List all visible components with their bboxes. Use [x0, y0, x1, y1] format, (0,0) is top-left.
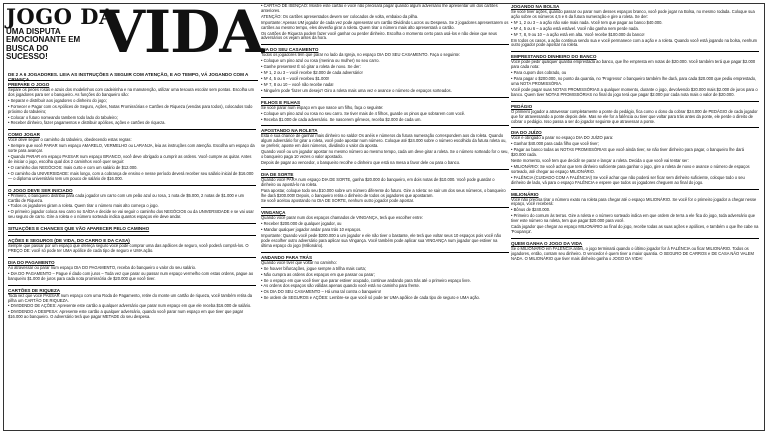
rule-paragraph: Separe os peões rosas e azuis dos modelinhos com cadeirinha e na manutenção, utilizar uma tesoura escolar sem pontas. Escolha um dos jogadores para ser o banqueiro. As funções do banqueiro são:	[8, 87, 254, 97]
rule-paragraph: • Pagar ao banco todas as NOTAS PROMISSÓRIAS que você ainda tiver, se não tiver dinheiro para pagar, o banqueiro lhe dará $20.000 cada.	[511, 147, 745, 158]
section-divider	[8, 235, 256, 236]
rule-paragraph: Quando você tiver que voltar no caminho:	[261, 259, 337, 265]
rule-paragraph: Quando você PARA num espaço DIA DE SORTE, ganha $20.000 do banqueiro, em dois notas de $10.000. Você pode guardar o dinheiro ou apostá-lo na roleta.	[261, 176, 495, 187]
rule-paragraph: • MILIONÁRIO: Se você achar que tem dinheiro suficiente para ganhar o jogo, gire a roleta de novo e avance o número de espaços sorteado, até chegar ao espaço MILIONÁRIO.	[511, 163, 750, 174]
rule-paragraph: • Para pagar o $200.000, no ponto da quantia, no 'Progresso' o banqueiro também lhe dará, para cada $20.000 que pediu emprestado, uma NOTA PROMISSÓRIA.	[511, 76, 757, 86]
rule-paragraph: • CARTÃO DE ISENÇÃO: Mostre este cartão e você não precisará pagar quando algum adversário lhe apresentar um dos cartões anteriores.	[261, 4, 498, 13]
game-header	[4, 0, 264, 66]
rule-paragraph: • Ganhar $40.000 para cada filho que você tiver;	[511, 141, 599, 147]
rule-paragraph: • Sempre que você PARAR num espaço AMARELO, VERMELHO ou LARANJA, leia as instruções com atenção. Escolha um espaço da sorte para avançar.	[8, 143, 255, 154]
section-heading: PREPARE O JOGO	[8, 82, 50, 87]
section-divider	[511, 238, 759, 239]
section-divider	[261, 125, 509, 126]
rule-paragraph: Se você tiver ações, quando passar ou parar num desses espaços branco, você pode jogar na Bolsa, no mesmo rodada. Coloque sua ação sobre os números 4,5 e 6 da futura numeração e gire a roleta. Se der:	[511, 9, 755, 19]
rule-paragraph: • Fornecer e Pagar com os Apólices de Seguro, Ações, Notas Promissórias e Cartões de Riqueza (vendas para todos), colocados todo próximo do tabuleiro;	[8, 103, 253, 114]
column-1	[8, 82, 256, 422]
section-divider	[511, 189, 759, 190]
rule-paragraph: Para apostar, coloque todo seu $10.000 sobre um número diferente do futuro. Gire a roleta: se sair um dos seus números, o banqueiro lhe dará $200.000! Depois, o banqueiro retira o dinheiro de todos os jogadores que apostaram.	[261, 187, 506, 198]
section-divider	[261, 97, 509, 98]
rule-section	[8, 223, 256, 232]
rule-paragraph: • Ganhe presentes! É só girar a roleta de novo. Se der:	[261, 64, 361, 70]
rule-paragraph: • Mandar qualquer jogador andar para trás 10 espaços.	[261, 227, 362, 233]
rule-section	[511, 238, 759, 262]
rule-section	[8, 285, 256, 321]
rule-paragraph: • Para cupom dos cobrado, ou	[511, 70, 567, 76]
rule-paragraph: • Primeiro, o banqueiro distribui para cada jogador um carro com um peão azul ou rosa, 1 nota de $5.000, 2 notas de $1.000 e um Cartão de Riqueza.	[8, 192, 245, 203]
rule-paragraph: Quando você parar num dos espaços chamados de VINGANÇA, terá que escolher entre:	[261, 215, 424, 221]
rule-section	[261, 97, 509, 123]
rule-section	[511, 101, 759, 125]
rule-paragraph: Você não precisa tirar o número exato na roleta para chegar até o espaço MILIONÁRIO. Se você for o primeiro jogador a chegar nesse espaço, você receberá:	[511, 196, 757, 207]
section-divider	[8, 129, 256, 130]
rule-paragraph: ATENÇÃO: Os cartões apresentados devem ser colocados de volta, embaixo da pilha.	[261, 13, 419, 19]
section-heading: MILIONÁRIO	[511, 191, 539, 197]
section-divider	[8, 223, 256, 224]
section-heading: VINGANÇA	[261, 210, 286, 216]
rule-paragraph: • FALÊNCIA (CUIDADO COM A FALÊNCIA!) Se você achar que não poderá ser ficar sem dinheiro suficiente, coloque todo o seu dinheiro de lado, vá para o espaço FALÊNCIA e espere que todos os jogadores cheguem ao final do jogo.	[511, 174, 745, 185]
section-divider	[8, 285, 256, 286]
section-heading: CARTÕES DE RIQUEZA	[8, 287, 61, 293]
rule-section	[8, 82, 256, 126]
rule-paragraph: Toda vez que você PASSAR num espaço com uma Roda de Pagamento, retire do monte um cartão de riqueza, você também retira da pilha um CARTÃO DE RIQUEZA.	[8, 292, 253, 303]
section-divider	[261, 252, 509, 253]
rule-section	[261, 44, 509, 93]
section-heading: DIA DE SORTE	[261, 171, 294, 177]
section-heading: EMPRESTANDO DINHEIRO DO BANCO	[511, 54, 597, 60]
rule-section	[261, 252, 509, 301]
section-heading: FILHOS E FILHAS	[261, 99, 301, 105]
rule-paragraph: Se o MILIONÁRIO em FALÊNCIA antes, o jogo terminará quando o último jogador for à FALÊNCIA ou ficar MILIONÁRIO. Todos os jogadores, então, contam seu dinheiro. O vencedor é quem tiver a maior quantia. O SEGURO DE CARROS e DE CASA NÃO VALEM NADA. O MILIONÁRIO que tiver mais dinheiro ganha o JOGO DA VIDA!	[511, 245, 754, 261]
rule-section	[511, 4, 759, 48]
rule-paragraph: • DIVIDENDO A DESPESA: Apresente este cartão a qualquer adversário, quando você parar num espaço em que tiver que pagar $16.000 ao banqueiro. O adversário terá que pagar METADE do seu despesa.	[8, 309, 244, 320]
column-2	[261, 4, 509, 428]
section-heading: O JOGO DEVE SER INICIADO	[8, 187, 73, 193]
rule-paragraph: • Receber dinheiro, fazer pagamentos e distribuir apólices, ações e cartões de riqueza.	[8, 120, 166, 126]
rule-paragraph: • Coloque um pino azul ou rosa no seu carro. Se tiver mais de 4 filhos, guarde os pinos que sobrarem com você.	[261, 110, 466, 116]
section-heading: SITUAÇÕES E CHANCES QUE VÃO APARECER PELO CAMINHO	[8, 226, 150, 232]
rule-paragraph: • Quando PARAR em espaço PASSAR num espaço BRANCO, você deve obrigado a cumprir as ordens. Você cumpre as quitar. Antes de iniciar o jogo, escolha qual dos 2 caminhos você quer seguir:	[8, 154, 252, 164]
rule-paragraph: Esta é sua chance de ganhar mais dinheiro no saldo! Os anéis e números da futura numeração correspondem aos da roleta. Quando algum adversário for girar a roleta, você pode apostar num número. Coloque até $24.000 sobre o número escolhido da futura roleta ou, se preferir, aposte em dois números, dividindo o valor da aposta.	[261, 133, 507, 149]
rule-paragraph: • Os DIA DO SEU CASAMENTO – Há uma tal contra o banqueiro!	[261, 289, 382, 295]
rule-section	[511, 51, 759, 97]
rule-paragraph: • Se ordem de SEGUROS e AÇÕES: Lembre-se que você só pode ter UMA apólice de cada tipo de seguro e UMA ação.	[261, 295, 480, 301]
rule-paragraph: • Todos os jogadores giram a roleta. Quem tirar o número mais alto começa o jogo.	[8, 203, 159, 209]
section-heading: APOSTANDO NA ROLETA	[261, 128, 318, 134]
rule-paragraph: Você pode pagar suas NOTAS PROMISSÓRIAS a qualquer momento, durante o jogo, devolvendo $20.000 mais $2.000 de juros para o banco. Quem tiver NOTAS PROMISSÓRIAS no final do jogo terá que pagar $2.000 por cada nota mais o valor de $20.000.	[511, 86, 758, 97]
rule-section	[261, 125, 509, 165]
rule-paragraph: Você é obrigado a parar no espaço DIA DO JUÍZO para:	[511, 135, 614, 141]
rule-paragraph: • Bônus de $240.000.	[511, 207, 551, 213]
section-heading: PEDÁGIO	[511, 103, 533, 109]
rule-paragraph: • Nº 7, 8, 9 ou 10 – a ação está em alta. Você recebe $100.000 do banco!	[511, 31, 645, 37]
intro-text: DE 2 A 6 JOGADORES. LEIA AS INSTRUÇÕES A SEGUIR COM ATENÇÃO, E AO TEMPO, VÁ JOGANDO COM A	[8, 72, 249, 77]
section-heading: AÇÕES E SEGUROS (DE VIDA, DO CARRO E DA CASA)	[8, 238, 130, 244]
rule-paragraph: • DIVIDENDO DE AÇÕES: Apresente este cartão a qualquer adversário que parar num espaço em que ele receba $16.000 de salário.	[8, 303, 252, 309]
rule-section	[8, 185, 256, 221]
subtitle: UMA DISPUTA EMOCIONANTE EM BUSCA DO SUCESSO!	[6, 27, 81, 62]
rule-paragraph: Quando você ou um jogador apostar no mesmo número ao mesmo tempo, cada um deve girar a roleta. Se o número sorteado for o seu, o banqueiro paga 10 vezes o valor apostado.	[261, 149, 509, 160]
section-divider	[261, 169, 509, 170]
rule-paragraph: Todos os jogadores têm que parar no lado da Igreja, no espaço DIA DO SEU CASAMENTO. Faça o seguinte:	[261, 52, 461, 58]
rule-paragraph: Você pode pedir qualquer quantia emprestada ao banco, que lhe empresta em notas de $20.000. Você também terá que pagar $2.000 para cada nota:	[511, 59, 756, 70]
rule-paragraph: • DIA DO PAGAMENTO – Pague é dado com juros – Toda vez que parar ou passar num espaço vermelho com estas ordens, pague ao banqueiro $1.000 de juros para cada nota promissória de $20.000 que você tiver.	[8, 270, 254, 281]
rule-section	[8, 129, 256, 181]
section-divider	[261, 207, 509, 208]
rule-paragraph: • O caminho da UNIVERSIDADE: mais longo, com a cobrança de ensino e nesse período deverá receber seu salário inicial de $16.000 — o diploma universitário tem um pouco de salário de $16.000.	[8, 170, 254, 181]
section-divider	[511, 127, 759, 128]
rule-paragraph: Importante: Quando você pede $200.000 a um jogador e ele não tiver o bastante, ele terá que voltar seus 10 espaços pois você não pode escolher outro adversário para aplicar sua Vingança. Você também pode aplicar sua VINGANÇA num jogador que estiver na última espaço do jogo (Milionário).	[261, 233, 502, 248]
rule-paragraph: • O primeiro jogador coloca seu carro no SAÍDA e decide se vai seguir o caminho dos NEGÓCIOS ou da UNIVERSIDADE e se vai usar seu seguro de carro. Gire a roleta e o número sorteado indica quantos espaços ele deve andar.	[8, 209, 254, 220]
rule-paragraph: • Coloque um pino azul ou rosa (menina ou mulher) no seu carro.	[261, 58, 380, 64]
rule-paragraph: • Nº 4, 5 ou 6 – você recebeu $1.000!	[261, 75, 330, 81]
section-divider	[511, 51, 759, 52]
rule-section	[511, 189, 759, 235]
rule-paragraph: • Ninguém pode 'fazer um desejo'! Giro a roleta mais uma vez e avance o número de espaços sorteados.	[261, 87, 452, 93]
rule-section	[261, 169, 509, 205]
rule-paragraph: • Primeiro do comum às terras. Gire a roleta e o número sorteado indica em que ordem de terra a ele fica do jogo, toda adversário que tiver este número na roleta, tem que pagar $20.000 para você.	[511, 213, 755, 224]
section-divider	[8, 185, 256, 186]
rule-paragraph: • Receba $1.000 de cada adversário. Se nascerem gêmeos, receba $2.000 de cada um.	[261, 116, 422, 122]
section-divider	[8, 257, 256, 258]
section-heading: DIA DO SEU CASAMENTO	[261, 47, 319, 53]
rule-paragraph: Se você parar num espaço em que nasce um filho, faça o seguinte:	[261, 104, 384, 110]
rule-paragraph: • Separar e distribuir aos jogadores o dinheiro do jogo;	[8, 97, 107, 103]
rule-paragraph: O primeiro jogador a atravessar completamente a ponte do pedágio, fica como o dono da cobrar $24.000 de PEDÁGIO de cada jogador que for atravessando a ponte depois dele. Mas se ele for a falência ou tiver que voltar para trás antes da ponte, ele perde o direito de cobrar o pedágio. Isso passa a ser do jogador seguinte que atravessar a ponte.	[511, 108, 758, 124]
rule-paragraph: Neste momento, você tem que decidir se parar e lançar a roleta. Decida o que você vai tentar ser:	[511, 158, 689, 164]
rule-paragraph: Você deve seguir o caminho do tabuleiro, obedecendo estas regras:	[8, 137, 132, 143]
rule-paragraph: • Receber $200.000 de qualquer jogador, ou	[261, 221, 342, 227]
rule-paragraph: Depois de pagar ao vencedor, o banqueiro recolhe o dinheiro que está na mesa a favor dele ou para o banco.	[261, 159, 461, 165]
rule-paragraph: • Nº 1, 2 ou 3 – a ação não vale mais nada. Você tem que pagar ao banco $40.000.	[511, 19, 663, 25]
section-divider	[511, 101, 759, 102]
rule-paragraph: • Nº 7, 8 ou 10 – você não recebe nada!	[261, 81, 334, 87]
rule-paragraph: • Nº 4, 5 ou 6 – a ação está estável. Você não ganha nem perde nada.	[511, 25, 639, 31]
section-heading: DIA DO JUÍZO	[511, 130, 542, 136]
rule-paragraph: Ao atravessar ou parar num espaço DIA DO PAGAMENTO, receba do banqueiro o valor do seu salário.	[8, 264, 197, 270]
section-heading: JOGANDO NA BOLSA	[511, 4, 560, 9]
section-heading: COMO JOGAR	[8, 132, 40, 138]
column-3	[511, 4, 759, 428]
rule-paragraph: • Se o espaço em que você tiver que parar estiver ocupado, continue andando para trás até o primeiro espaço livre.	[261, 277, 471, 283]
rule-section	[261, 4, 509, 41]
rule-section	[8, 235, 256, 254]
section-heading: DIA DO PAGAMENTO	[8, 259, 55, 265]
rule-paragraph: Importante: Apenas UM jogador de cada vez pode apresentar um cartão Dividindo Lucros ou Despesa. Se 2 jogadores apresentarem os cartões ao mesmo tempo, eles deverão girar a roleta. Quem tirar o número mais alto apresentará o cartão.	[261, 19, 509, 30]
title-big: VIDA	[100, 0, 264, 66]
rule-paragraph: Se você aceitou apostando no DIA DE SORTE, nenhum outro jogador pode apostar.	[261, 198, 415, 204]
rule-paragraph: • Nº 1, 2 ou 3 – você recebe $2.000 de cada adversário!	[261, 70, 363, 76]
rule-paragraph: • As ordens dos espaços são válidas apenas quando você está no caminho para frente.	[261, 283, 420, 289]
rule-paragraph: • O caminho dos NEGÓCIOS: mais curto e com um salário de $12.000.	[8, 164, 138, 170]
rule-section	[511, 127, 759, 185]
section-heading: QUEM GANHA O JOGO DA VIDA	[511, 240, 583, 246]
rule-section	[8, 257, 256, 282]
rule-section	[261, 207, 509, 248]
rule-paragraph: Os cartões de Riqueza podem fazer você ganhar ou perder dinheiro. Escolha o momento certo para usá-los e não deixe que seus adversários os vejam antes da hora.	[261, 30, 497, 41]
section-divider	[261, 44, 509, 45]
rule-paragraph: • Se houver bifurcações, jogue sempre a trilha mais curta;	[261, 265, 366, 271]
rule-paragraph: • Colocar o futuro nomeando tambem todo lado do tabuleiro;	[8, 114, 118, 120]
rule-paragraph: Cada jogador que chegar ao espaço MILIONÁRIO ao final do jogo, recebe todas as suas ações e apólices, e também o que lhe cabe na 'Poupança'.	[511, 224, 759, 234]
rule-paragraph: Sempre que passar por um espaço que ofereça seguro você pode comprar uma das apólices de seguro, você poderá comprá-los. O PREÇO DE: você só pode ter UMA apólice de cada tipo de seguro e UMA ação.	[8, 243, 249, 254]
rule-paragraph: • Não cumpra as ordens dos espaços em que passar ou parar;	[261, 271, 375, 277]
title-top: JOGO DA	[6, 4, 116, 29]
rule-paragraph: Em todos os casos, a ação continua sendo sua e você permanece com a ação e a roleta. Quando você está jogando na bolsa, nenhum outro jogador pode apostar na roleta.	[511, 37, 758, 48]
section-heading: ANDANDO PARA TRÁS	[261, 254, 313, 260]
divider	[8, 80, 258, 81]
